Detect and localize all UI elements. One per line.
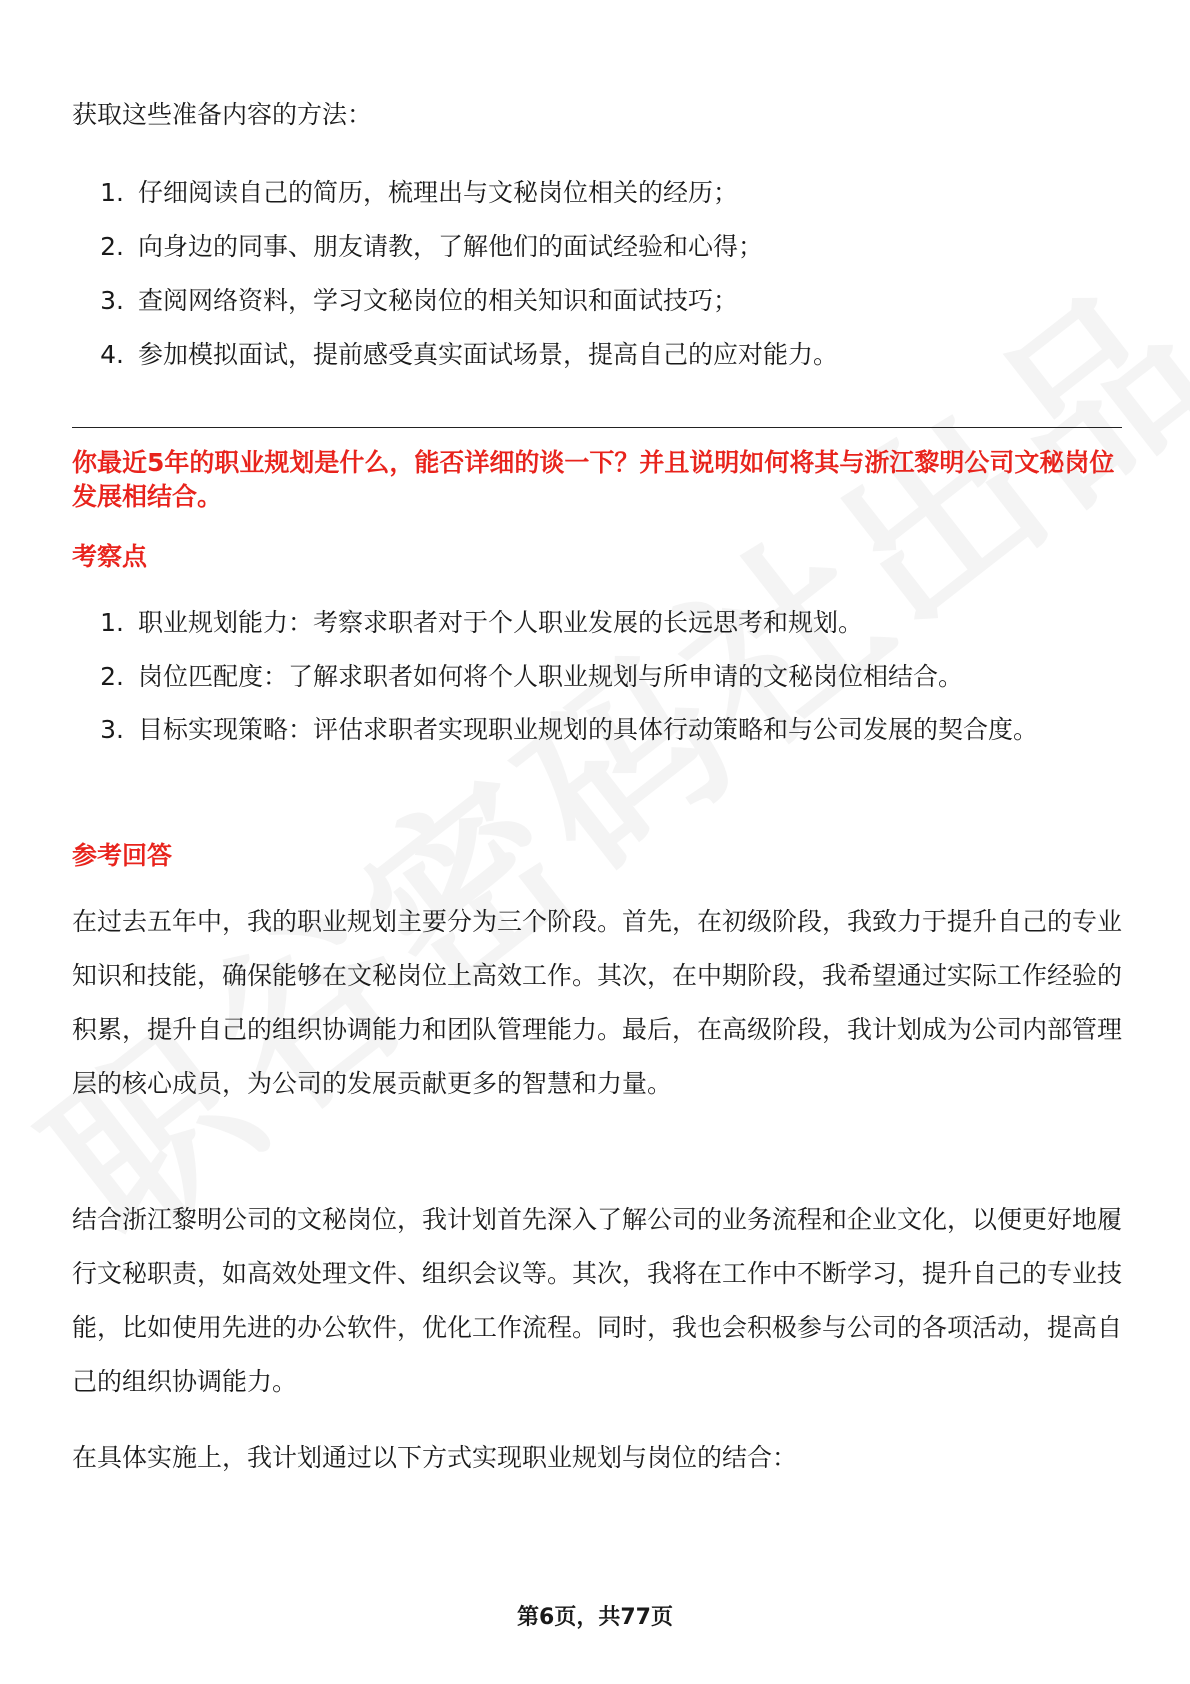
assessment-heading: 考察点 xyxy=(72,542,148,571)
interview-question: 你最近5年的职业规划是什么，能否详细的谈一下？并且说明如何将其与浙江黎明公司文秘岗位发展相结合。 xyxy=(72,448,1115,511)
assessment-list xyxy=(72,603,1122,771)
answer-heading: 参考回答 xyxy=(72,841,173,870)
list-item xyxy=(72,603,1122,643)
list-item xyxy=(72,657,1122,697)
section-divider xyxy=(72,427,1122,428)
list-number: 1. xyxy=(100,178,124,207)
list-item xyxy=(72,281,1122,321)
list-number: 2. xyxy=(100,232,124,261)
list-item xyxy=(72,227,1122,267)
list-item xyxy=(72,335,1122,375)
list-item-text: 职业规划能力：考察求职者对于个人职业发展的长远思考和规划。 xyxy=(138,608,864,637)
page-number: 第6页，共77页 xyxy=(517,1605,673,1630)
list-number: 2. xyxy=(100,662,124,691)
list-item-text: 目标实现策略：评估求职者实现职业规划的具体行动策略和与公司发展的契合度。 xyxy=(138,715,1039,744)
list-item-text: 向身边的同事、朋友请教，了解他们的面试经验和心得； xyxy=(138,232,764,261)
list-number: 4. xyxy=(100,340,124,369)
list-number: 3. xyxy=(100,286,124,315)
list-item-text: 查阅网络资料，学习文秘岗位的相关知识和面试技巧； xyxy=(138,286,739,315)
list-number: 1. xyxy=(100,608,124,637)
list-item-text: 仔细阅读自己的简历，梳理出与文秘岗位相关的经历； xyxy=(138,178,739,207)
list-number: 3. xyxy=(100,715,124,744)
intro-text: 获取这些准备内容的方法： xyxy=(72,100,373,129)
list-item xyxy=(72,703,1122,757)
answer-paragraph: 结合浙江黎明公司的文秘岗位，我计划首先深入了解公司的业务流程和企业文化，以便更好地履行文秘职责，如高效处理文件、组织会议等。其次，我将在工作中不断学习，提升自己的专业技能，比如使用先进的办公软件，优化工作流程。同时，我也会积极参与公司的各项活动，提高自己的组织协调能力。 xyxy=(72,1205,1123,1396)
list-item-text: 岗位匹配度：了解求职者如何将个人职业规划与所申请的文秘岗位相结合。 xyxy=(138,662,964,691)
list-item xyxy=(72,173,1122,213)
list-item-text: 参加模拟面试，提前感受真实面试场景，提高自己的应对能力。 xyxy=(138,340,839,369)
answer-paragraph: 在具体实施上，我计划通过以下方式实现职业规划与岗位的结合： xyxy=(72,1443,798,1472)
prep-methods-list xyxy=(72,173,1122,389)
answer-paragraph: 在过去五年中，我的职业规划主要分为三个阶段。首先，在初级阶段，我致力于提升自己的专业知识和技能，确保能够在文秘岗位上高效工作。其次，在中期阶段，我希望通过实际工作经验的积累，提升自己的组织协调能力和团队管理能力。最后，在高级阶段，我计划成为公司内部管理层的核心成员，为公司的发展贡献更多的智慧和力量。 xyxy=(72,907,1123,1098)
